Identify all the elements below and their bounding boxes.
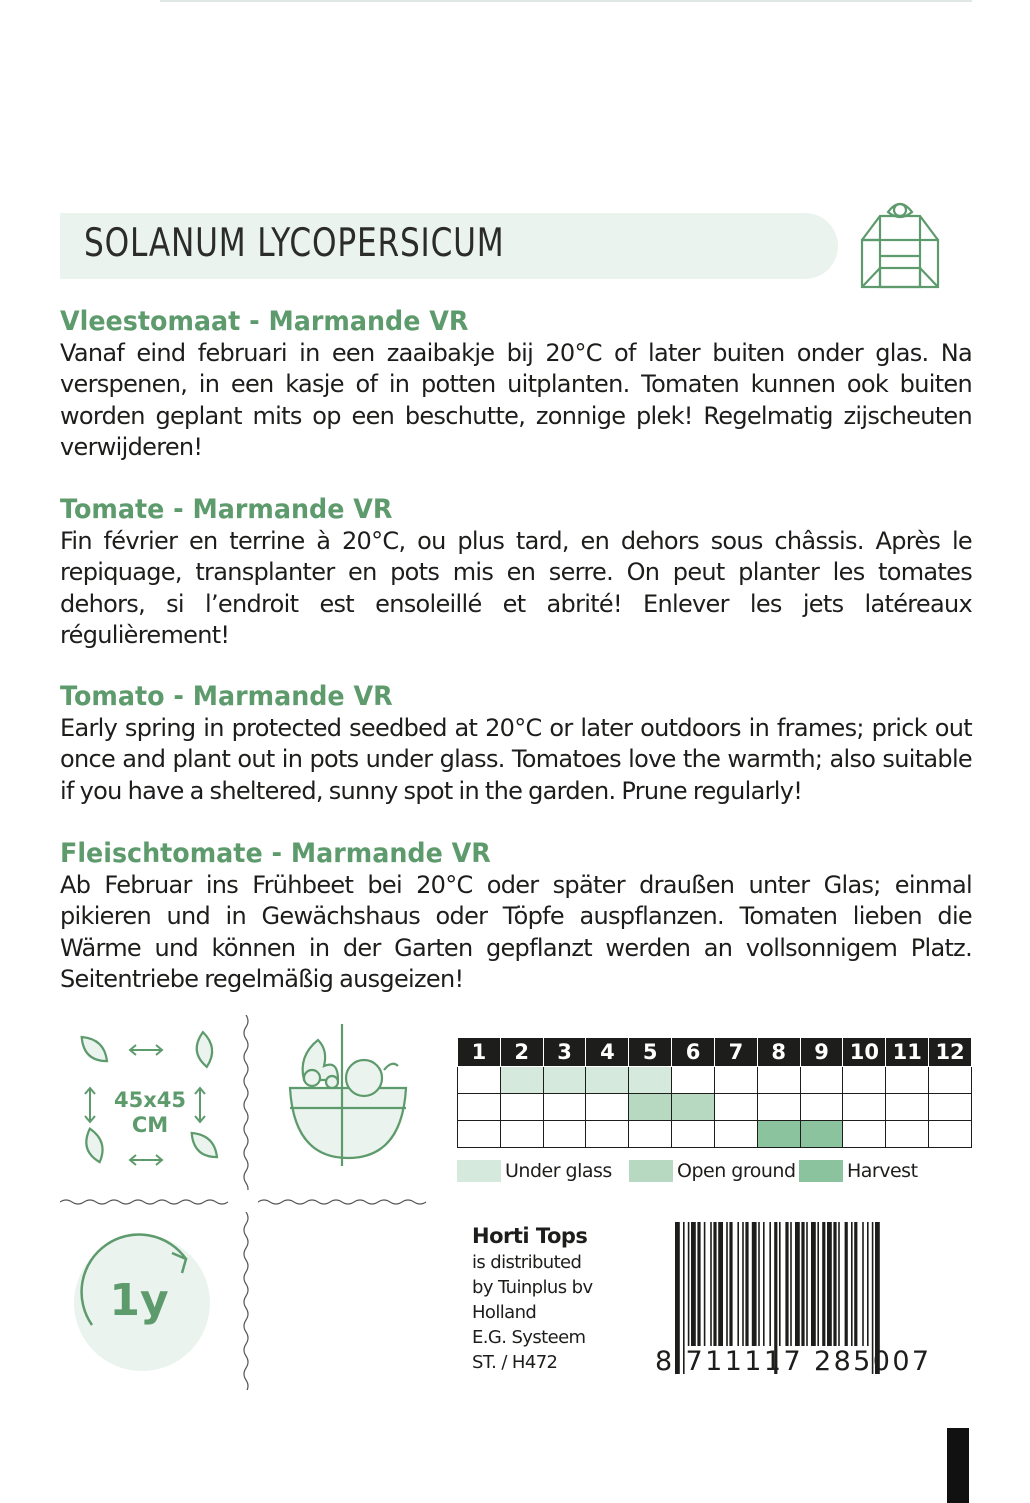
distributor-line: by Tuinplus bv	[472, 1277, 593, 1298]
legend-label: Under glass	[505, 1160, 612, 1182]
barcode-bar	[806, 1222, 808, 1346]
lifespan-badge	[70, 1225, 220, 1375]
calendar-cell	[629, 1121, 672, 1148]
legend-under-glass	[457, 1158, 612, 1184]
barcode-bar	[769, 1222, 771, 1346]
edge-marker	[947, 1428, 969, 1503]
barcode-bar	[729, 1222, 732, 1346]
distributor-line: Holland	[472, 1302, 537, 1323]
calendar-cell	[714, 1067, 757, 1094]
calendar-cell-active	[629, 1094, 672, 1121]
calendar-cell	[929, 1094, 972, 1121]
barcode-bar	[737, 1222, 739, 1346]
wavy-divider-vertical	[242, 1015, 250, 1190]
calendar-cell-active	[672, 1094, 715, 1121]
barcode-bar	[845, 1222, 848, 1346]
section-title: Vleestomaat - Marmande VR	[60, 306, 469, 337]
legend-swatch	[629, 1160, 673, 1182]
month-header: 8	[757, 1038, 800, 1067]
top-rule	[160, 0, 972, 2]
spacing-unit: CM	[131, 1113, 169, 1137]
calendar-row	[458, 1067, 972, 1094]
distributor-info	[472, 1222, 672, 1375]
section-german	[60, 838, 972, 995]
calendar-cell	[500, 1094, 543, 1121]
barcode-bar	[790, 1222, 792, 1346]
section-body: Vanaf eind februari in een zaaibakje bij 20°C of later buiten onder glas. Na verspenen, in een kasje of in potten uitplanten. Tomaten kunnen ook buiten worden geplant mits op een beschutte, zonnige plek! Regelmatig zijscheuten verwijderen!	[60, 339, 972, 461]
distributor-line: E.G. Systeem	[472, 1327, 586, 1348]
calendar-cell	[714, 1094, 757, 1121]
barcode-bar	[851, 1222, 853, 1346]
barcode-bar	[827, 1222, 832, 1346]
calendar-cell	[500, 1121, 543, 1148]
barcode-number: 8 711117 285007	[655, 1346, 932, 1377]
sowing-calendar	[457, 1037, 972, 1148]
calendar-table	[457, 1037, 972, 1148]
distributor-line: ST. / H472	[472, 1352, 558, 1373]
month-header: 11	[886, 1038, 929, 1067]
calendar-cell	[757, 1094, 800, 1121]
barcode-bar	[713, 1222, 716, 1346]
barcode-bar	[718, 1222, 723, 1346]
barcode-bar	[691, 1222, 696, 1346]
barcode-bar	[785, 1222, 788, 1346]
month-header: 5	[629, 1038, 672, 1067]
barcode-bar	[763, 1222, 765, 1346]
calendar-cell	[886, 1067, 929, 1094]
spacing-label	[108, 1088, 192, 1138]
barcode-bar	[817, 1222, 819, 1346]
barcode-bar	[838, 1222, 840, 1346]
barcode-bar	[697, 1222, 700, 1346]
legend-label: Open ground	[677, 1160, 796, 1182]
calendar-cell-active	[757, 1121, 800, 1148]
section-body: Fin février en terrine à 20°C, ou plus tard, en dehors sous châssis. Après le repiquage, transplanter en pots mis en serre. On peut planter les tomates dehors, si l’endroit est ensoleillé et abrité! Enlever les jets latéreaux régulièrement!	[60, 527, 972, 649]
legend-swatch	[799, 1160, 843, 1182]
calendar-cell	[800, 1094, 843, 1121]
distributor-line: is distributed	[472, 1252, 582, 1273]
calendar-cell	[886, 1121, 929, 1148]
calendar-cell	[929, 1067, 972, 1094]
lifespan-label: 1y	[109, 1275, 169, 1326]
calendar-body	[458, 1067, 972, 1148]
calendar-cell	[458, 1067, 501, 1094]
vegetable-bowl-icon	[284, 1020, 412, 1168]
calendar-cell	[458, 1121, 501, 1148]
legend-harvest	[799, 1158, 918, 1184]
barcode-bar	[854, 1222, 857, 1346]
barcode-bar	[704, 1222, 706, 1346]
section-body: Early spring in protected seedbed at 20°C or later outdoors in frames; prick out once and plant out in pots under glass. Tomatoes love the warmth; also suitable if you have a sheltered, sunny spot in the garden. Prune regularly!	[60, 714, 972, 805]
month-header: 1	[458, 1038, 501, 1067]
month-header: 3	[543, 1038, 586, 1067]
latin-name-banner	[60, 213, 838, 279]
section-title: Tomate - Marmande VR	[60, 494, 393, 525]
wavy-divider-horizontal	[60, 1198, 232, 1206]
calendar-header-row	[458, 1038, 972, 1067]
barcode-bar	[822, 1222, 825, 1346]
spacing-value: 45x45	[114, 1088, 186, 1112]
calendar-cell-active	[543, 1067, 586, 1094]
calendar-cell	[757, 1067, 800, 1094]
legend-swatch	[457, 1160, 501, 1182]
legend-open-ground	[629, 1158, 796, 1184]
barcode-bar	[726, 1222, 728, 1346]
calendar-cell-active	[500, 1067, 543, 1094]
calendar-cell-active	[586, 1067, 629, 1094]
calendar-cell	[586, 1121, 629, 1148]
legend-label: Harvest	[847, 1160, 918, 1182]
barcode-bar	[742, 1222, 744, 1346]
month-header: 4	[586, 1038, 629, 1067]
calendar-cell-active	[800, 1121, 843, 1148]
barcode-bar	[862, 1222, 864, 1346]
barcode-bar	[745, 1222, 748, 1346]
barcode-bar	[833, 1222, 836, 1346]
calendar-row	[458, 1094, 972, 1121]
calendar-cell	[458, 1094, 501, 1121]
calendar-cell	[929, 1121, 972, 1148]
barcode-bar	[779, 1222, 781, 1346]
calendar-cell	[800, 1067, 843, 1094]
calendar-cell	[886, 1094, 929, 1121]
wavy-divider-horizontal	[258, 1198, 434, 1206]
barcode-bar	[867, 1222, 869, 1346]
barcode-bar	[752, 1222, 757, 1346]
calendar-cell	[843, 1067, 886, 1094]
month-header: 10	[843, 1038, 886, 1067]
section-english	[60, 681, 972, 807]
calendar-cell	[714, 1121, 757, 1148]
brand-name: Horti Tops	[472, 1224, 588, 1248]
calendar-row	[458, 1121, 972, 1148]
month-header: 9	[800, 1038, 843, 1067]
calendar-cell-active	[629, 1067, 672, 1094]
barcode-bar	[795, 1222, 800, 1346]
month-header: 2	[500, 1038, 543, 1067]
month-header: 12	[929, 1038, 972, 1067]
section-title: Fleischtomate - Marmande VR	[60, 838, 491, 869]
latin-name: SOLANUM LYCOPERSICUM	[84, 221, 505, 266]
month-header: 7	[714, 1038, 757, 1067]
greenhouse-icon	[858, 196, 942, 294]
barcode-bar	[811, 1222, 816, 1346]
calendar-cell	[843, 1094, 886, 1121]
calendar-cell	[672, 1067, 715, 1094]
calendar-cell	[843, 1121, 886, 1148]
calendar-cell	[543, 1121, 586, 1148]
calendar-cell	[586, 1094, 629, 1121]
barcode-bar	[758, 1222, 760, 1346]
calendar-cell	[672, 1121, 715, 1148]
section-dutch	[60, 306, 972, 463]
barcode-bar	[801, 1222, 804, 1346]
section-title: Tomato - Marmande VR	[60, 681, 393, 712]
calendar-cell	[543, 1094, 586, 1121]
section-french	[60, 494, 972, 651]
plant-spacing	[70, 1030, 230, 1180]
barcode-bar	[688, 1222, 690, 1346]
barcode-bar	[710, 1222, 712, 1346]
calendar-legend	[457, 1158, 977, 1188]
month-header: 6	[672, 1038, 715, 1067]
section-body: Ab Februar ins Frühbeet bei 20°C oder später draußen unter Glas; einmal pikieren und in Gewächshaus oder Töpfe auspflanzen. Tomaten lieben die Wärme und können in der Garten gepflanzt werden an vollsonnigem Platz. Seitentriebe regelmäßig ausgeizen!	[60, 871, 972, 993]
wavy-divider-vertical	[242, 1212, 250, 1390]
